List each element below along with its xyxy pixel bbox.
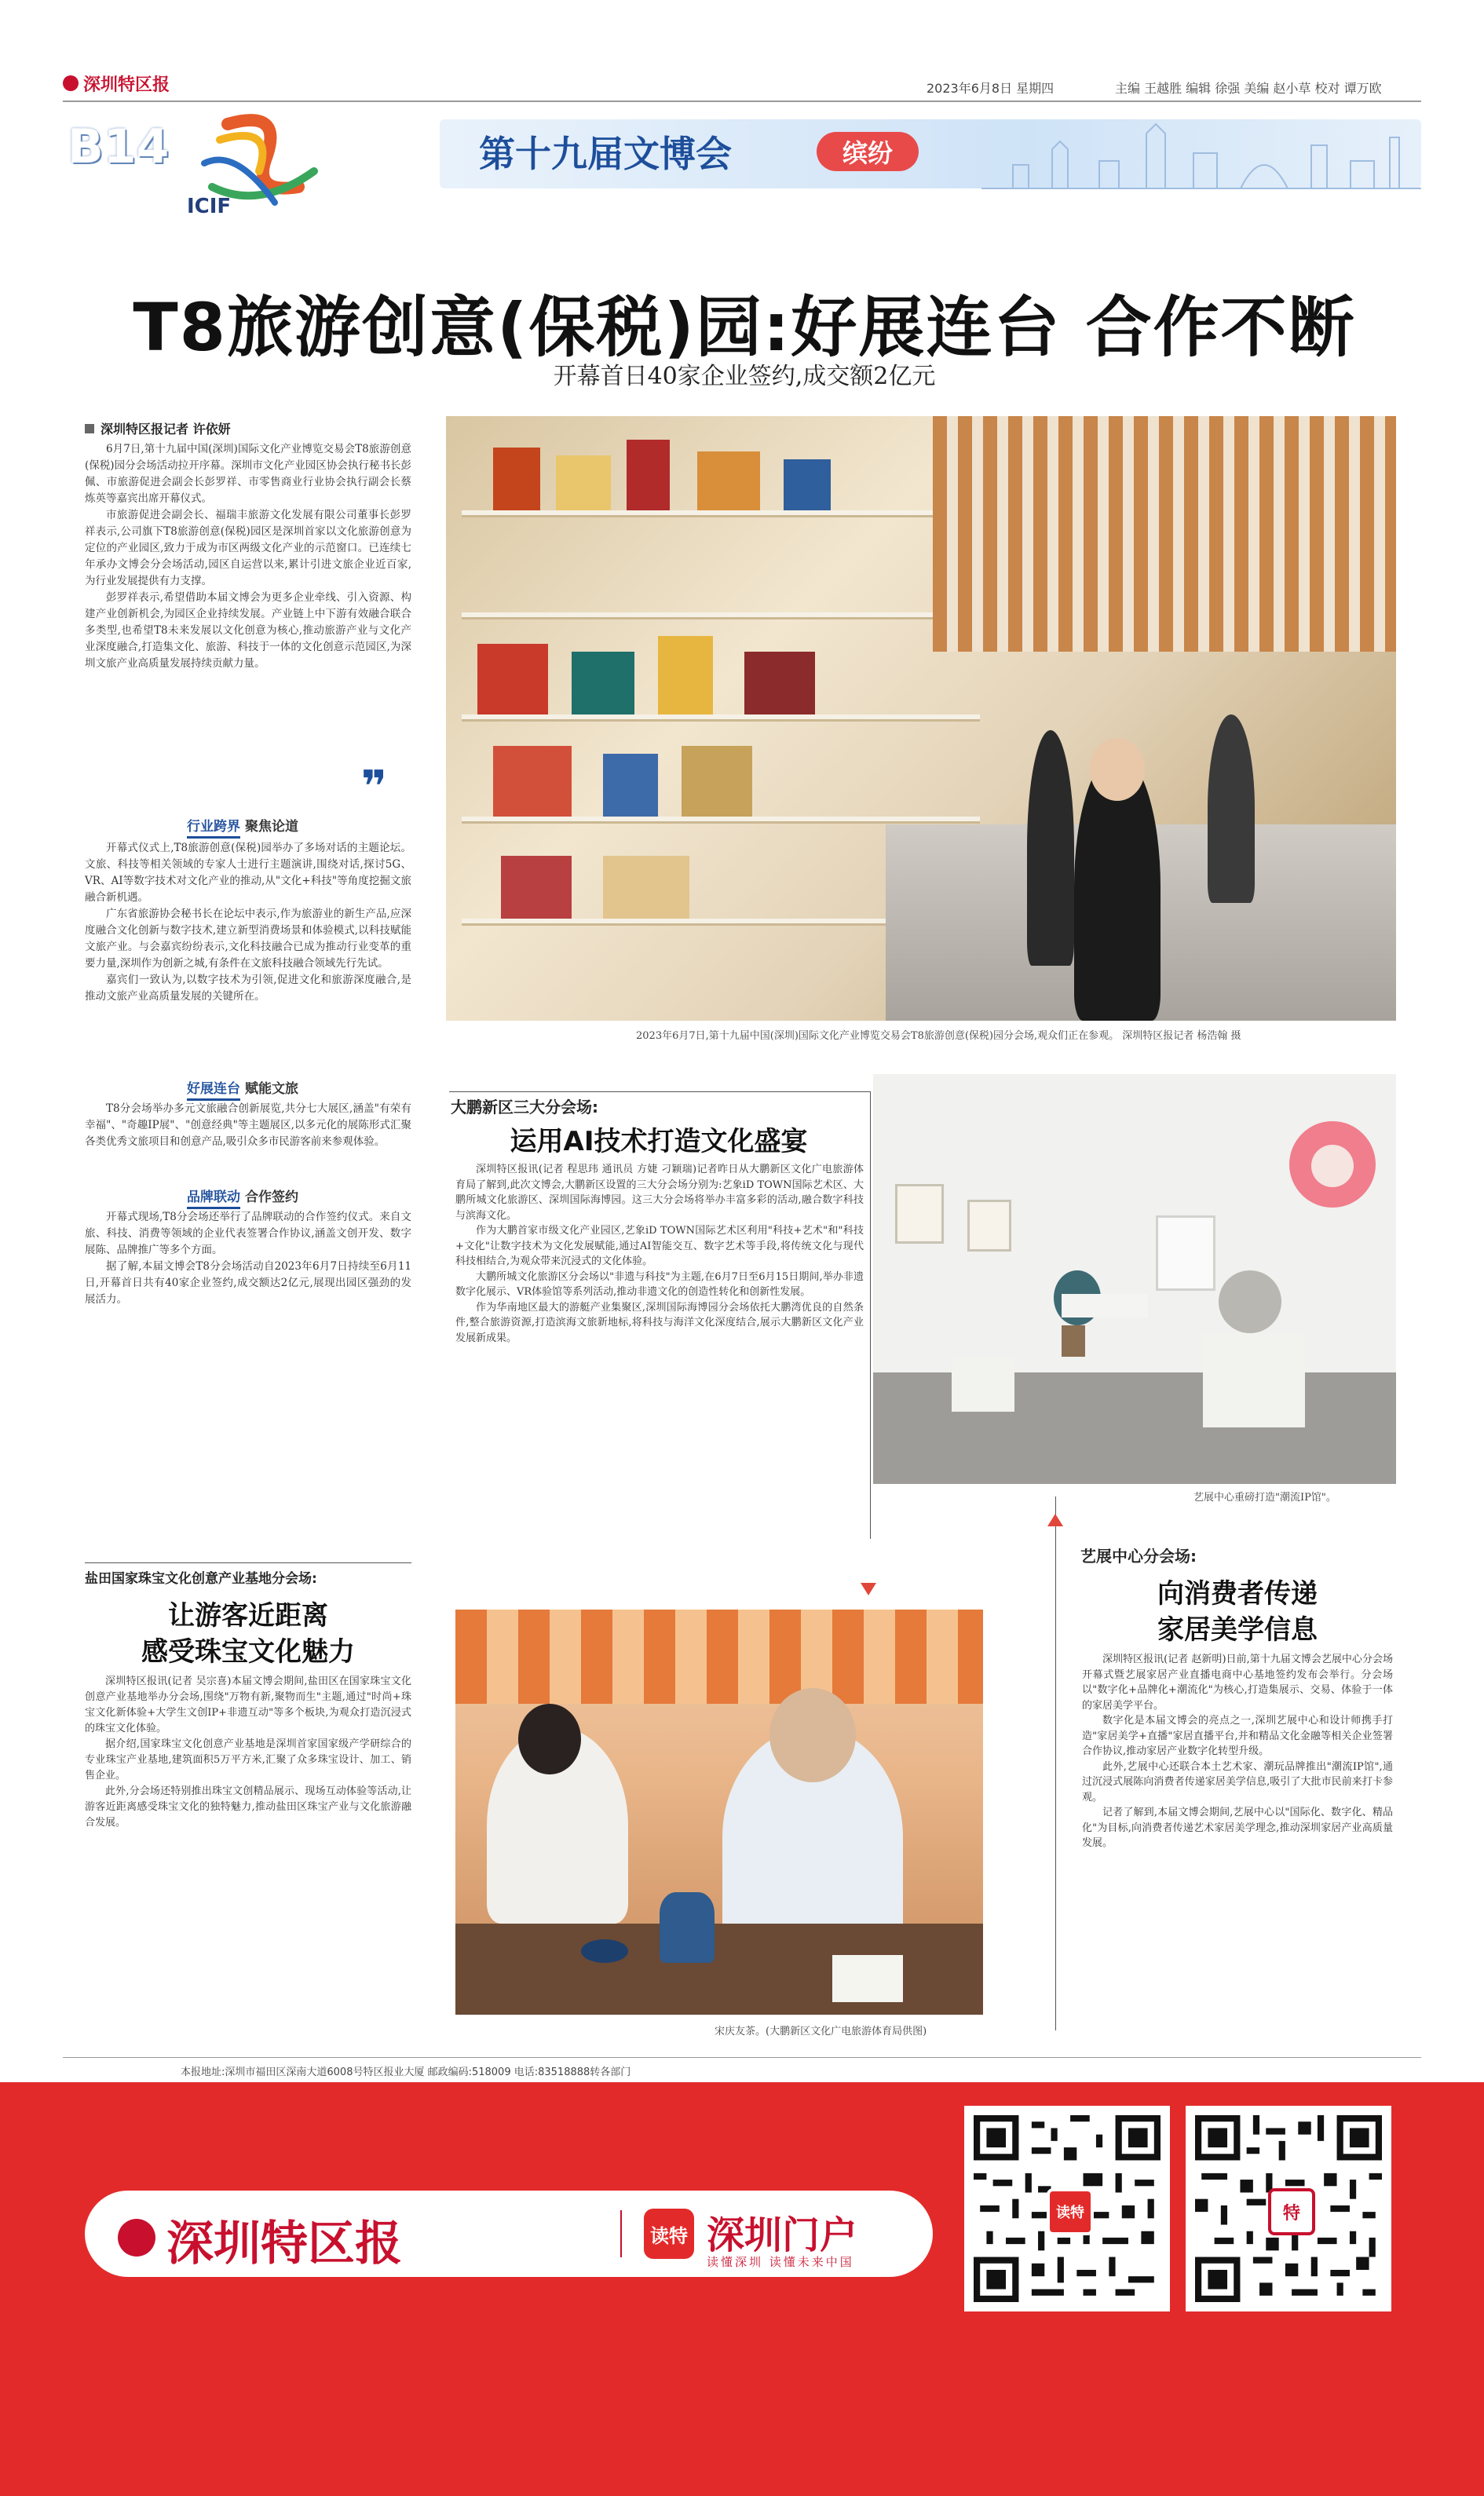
- lead-paragraph: 6月7日,第十九届中国(深圳)国际文化产业博览交易会T8旅游创意(保税)园分会场活动拉开序幕。深圳市文化产业园区协会执行秘书长彭佩、市旅游促进会副会长彭罗祥、市零售商业行业协会执行副会长蔡炼英等嘉宾出席开幕仪式。: [85, 443, 411, 505]
- duté-app-icon: 读特: [644, 2209, 694, 2259]
- frame-rule: [449, 1091, 870, 1092]
- body-paragraph: T8分会场举办多元文旅融合创新展览,共分七大展区,涵盖"有荣有幸福"、"奇趣IP展"、"创意经典"等主题展区,以多元化的展陈形式汇聚各类优秀文旅项目和创意产品,吸引众多市民游客前来参观体验。: [85, 1102, 411, 1148]
- art-center-title-line2: 家居美学信息: [1157, 1614, 1318, 1646]
- art-center-photo: [873, 1074, 1396, 1484]
- body-paragraph: 嘉宾们一致认为,以数字技术为引领,促进文化和旅游深度融合,是推动文旅产业高质量发展的关键所在。: [85, 974, 411, 1003]
- section-title-exhibition: [187, 1077, 298, 1097]
- body-paragraph: 开幕式现场,T8分会场还举行了品牌联动的合作签约仪式。来自文旅、科技、消费等领域的企业代表签署合作协议,涵盖文创开发、数字展陈、品牌推广等多个方面。: [85, 1211, 411, 1256]
- section-title-rest: 聚焦论道: [245, 819, 298, 835]
- body-paragraph: 深圳特区报讯(记者 赵新明)日前,第十九届文博会艺展中心分会场开幕式暨艺展家居产业直播电商中心基地签约发布会举行。分会场以"数字化+品牌化+潮流化"为核心,打造集展示、交易、体验于一体的家居美学平台。: [1082, 1654, 1393, 1712]
- yanfu-kicker: 盐田国家珠宝文化创意产业基地分会场:: [85, 1571, 317, 1587]
- page-number: B14: [68, 119, 170, 174]
- body-paragraph: 作为大鹏首家市级文化产业园区,艺象iD TOWN国际艺术区利用"科技+艺术"和"科技+文化"让数字技术为文化发展赋能,通过AI智能交互、数字艺术等手段,将传统文化与现代科技相结合,为观众带来沉浸式的文化体验。: [455, 1225, 864, 1267]
- art-center-photo-caption: 艺展中心重磅打造"潮流IP馆"。: [1193, 1492, 1336, 1504]
- art-center-title-line1: 向消费者传递: [1157, 1578, 1318, 1610]
- footer-divider: [63, 2057, 1421, 2058]
- art-center-body: [1082, 1652, 1393, 1851]
- qr-center-badge: 读特: [1047, 2188, 1094, 2235]
- body-paragraph: 深圳特区报讯(记者 吴宗喜)本届文博会期间,盐田区在国家珠宝文化创意产业基地举办分会场,围绕"万物有新,聚物而生"主题,通过"时尚+珠宝文化新体验+大学生文创IP+非遗互动"等多个板块,为观众打造沉浸式的珠宝文化体验。: [85, 1676, 411, 1734]
- section-title-industry: [187, 815, 298, 835]
- yanfu-title-line2: 感受珠宝文化魅力: [141, 1636, 355, 1668]
- frame-rule: [85, 1562, 411, 1563]
- section-title-main: 品牌联动: [187, 1190, 240, 1209]
- body-paragraph: 此外,分会场还特别推出珠宝文创精品展示、现场互动体验等活动,让游客近距离感受珠宝文化的独特魅力,推动盐田区珠宝产业与文化旅游融合发展。: [85, 1785, 411, 1829]
- dapeng-kicker: 大鹏新区三大分会场:: [451, 1098, 598, 1116]
- frame-rule: [1055, 1497, 1056, 2030]
- body-paragraph: 广东省旅游协会秘书长在论坛中表示,作为旅游业的新生产品,应深度融合文化创新与数字技术,建立新型消费场景和体验模式,以科技赋能文旅产业。与会嘉宾纷纷表示,文化科技融合已成为推动行业变革的重要力量,深圳作为创新之城,有条件在文旅科技融合领域先行先试。: [85, 908, 411, 970]
- app-name: 深圳门户: [707, 2213, 858, 2257]
- masthead-seal-icon: [63, 75, 79, 91]
- qr-code-2[interactable]: [1186, 2106, 1391, 2311]
- byline-marker-icon: [85, 424, 94, 433]
- section-title-main: 好展连台: [187, 1081, 240, 1101]
- logo-separator: [620, 2210, 622, 2257]
- main-photo-caption: 2023年6月7日,第十九届中国(深圳)国际文化产业博览交易会T8旅游创意(保税)园分会场,观众们正在参观。 深圳特区报记者 杨浩翰 摄: [636, 1030, 1241, 1042]
- issue-date: 2023年6月8日 星期四: [927, 81, 1055, 96]
- body-paragraph: 深圳特区报讯(记者 程思玮 通讯员 方婕 刁颖瑞)记者昨日从大鹏新区文化广电旅游体育局了解到,此次文博会,大鹏新区设置的三大分会场分别为:艺象iD TOWN国际艺术区、大鹏所城文化旅游区、深圳国际海博园。这三大分会场将举办丰富多彩的活动,融合数字科技与滨海文化。: [455, 1164, 864, 1222]
- body-paragraph: 据介绍,国家珠宝文化创意产业基地是深圳首家国家级产学研综合的专业珠宝产业基地,建筑面积5万平方米,汇聚了众多珠宝设计、加工、销售企业。: [85, 1738, 411, 1782]
- lead-paragraph: 彭罗祥表示,希望借助本届文博会为更多企业牵线、引入资源、构建产业创新机会,为园区企业持续发展。产业链上中下游有效融合联合多类型,也希望T8未来发展以文化创意为核心,推动旅游产业与文化产业深度融合,打造集文化、旅游、科技于一体的文化创意示范园区,为深圳文旅产业高质量发展持续贡献力量。: [85, 591, 411, 670]
- tea-ceremony-photo: [455, 1610, 983, 2015]
- frame-rule: [870, 1091, 871, 1539]
- section-title-main: 行业跨界: [187, 819, 240, 839]
- qr-code-1[interactable]: [964, 2106, 1170, 2311]
- section-body-industry: [85, 840, 411, 1005]
- app-slogan: 读懂深圳 读懂未来中国: [707, 2255, 854, 2269]
- quote-mark-icon: ❞: [361, 762, 387, 813]
- lead-box: [85, 441, 411, 672]
- byline-text: 深圳特区报记者 许依妍: [101, 422, 231, 437]
- body-paragraph: 此外,艺展中心还联合本土艺术家、潮玩品牌推出"潮流IP馆",通过沉浸式展陈向消费者传递家居美学信息,吸引了大批市民前来打卡参观。: [1082, 1760, 1393, 1803]
- body-paragraph: 作为华南地区最大的游艇产业集聚区,深圳国际海博园分会场依托大鹏湾优良的自然条件,整合旅游资源,打造滨海文旅新地标,将科技与海洋文化深度结合,展示大鹏新区文化产业发展新成果。: [455, 1301, 864, 1344]
- footer-newspaper-logo: 深圳特区报: [166, 2216, 402, 2271]
- section-title-rest: 合作签约: [245, 1190, 298, 1205]
- editors-credit: 主编 王越胜 编辑 徐强 美编 赵小草 校对 谭万欧: [1115, 81, 1382, 96]
- body-paragraph: 大鹏所城文化旅游区分会场以"非遗与科技"为主题,在6月7日至6月15日期间,举办非遗数字化展示、VR体验馆等系列活动,推动非遗文化的创造性转化和创新性发展。: [455, 1270, 864, 1298]
- tea-photo-caption: 宋庆友茶。(大鹏新区文化广电旅游体育局供图): [715, 2026, 927, 2037]
- arrow-down-icon: [861, 1583, 876, 1595]
- section-body-exhibition: [85, 1101, 411, 1150]
- yanfu-body: [85, 1674, 411, 1831]
- section-body-brand: [85, 1209, 411, 1308]
- yanfu-title-line1: 让游客近距离: [168, 1600, 328, 1632]
- lead-paragraph: 市旅游促进会副会长、福瑞丰旅游文化发展有限公司董事长彭罗祥表示,公司旗下T8旅游创意(保税)园区是深圳首家以文化旅游创意为定位的产业园区,致力于成为市区两级文化产业的示范窗口。已连续七年承办文博会分会场活动,园区自运营以来,累计引进文旅企业近百家,为行业发展提供有力支撑。: [85, 509, 411, 587]
- icif-logo-text: ICIF: [187, 195, 232, 218]
- section-title-brand: [187, 1186, 298, 1205]
- masthead-text: 深圳特区报: [83, 74, 170, 95]
- banner-title: 第十九届文博会: [479, 133, 732, 175]
- masthead-small: [63, 72, 204, 94]
- banner-tag: 缤纷: [817, 132, 919, 171]
- body-paragraph: 开幕式仪式上,T8旅游创意(保税)园举办了多场对话的主题论坛。文旅、科技等相关领域的专家人士进行主题演讲,围绕对话,探讨5G、VR、AI等数字技术对文化产业的推动,从"文化+科技"等角度挖掘文旅融合新机遇。: [85, 842, 411, 904]
- main-byline: [85, 419, 231, 437]
- dapeng-body: [455, 1162, 864, 1346]
- body-paragraph: 数字化是本届文博会的亮点之一,深圳艺展中心和设计师携手打造"家居美学+直播"家居直播平台,并和精品文化金融等相关企业签署合作协议,推动家居产业数字化转型升级。: [1082, 1715, 1393, 1757]
- body-paragraph: 据了解,本届文博会T8分会场活动自2023年6月7日持续至6月11日,开幕首日共有40家企业签约,成交额达2亿元,展现出园区强劲的发展活力。: [85, 1260, 411, 1306]
- body-paragraph: 记者了解到,本届文博会期间,艺展中心以"国际化、数字化、精品化"为目标,向消费者传递艺术家居美学理念,推动深圳家居产业高质量发展。: [1082, 1807, 1393, 1849]
- main-subheadline: 开幕首日40家企业签约,成交额2亿元: [553, 363, 936, 390]
- dapeng-title: 运用AI技术打造文化盛宴: [510, 1126, 808, 1157]
- main-photo: [446, 416, 1396, 1021]
- section-title-rest: 赋能文旅: [245, 1081, 298, 1097]
- art-center-kicker: 艺展中心分会场:: [1080, 1547, 1197, 1566]
- footer-address: 本报地址:深圳市福田区深南大道6008号特区报业大厦 邮政编码:518009 电话:83518888转各部门: [181, 2067, 631, 2078]
- city-skyline-icon: [981, 118, 1421, 192]
- main-headline: T8旅游创意(保税)园:好展连台 合作不断: [133, 289, 1356, 366]
- qr-center-badge: 特: [1268, 2188, 1315, 2235]
- arrow-up-icon: [1047, 1514, 1063, 1526]
- newspaper-seal-icon: [118, 2219, 155, 2257]
